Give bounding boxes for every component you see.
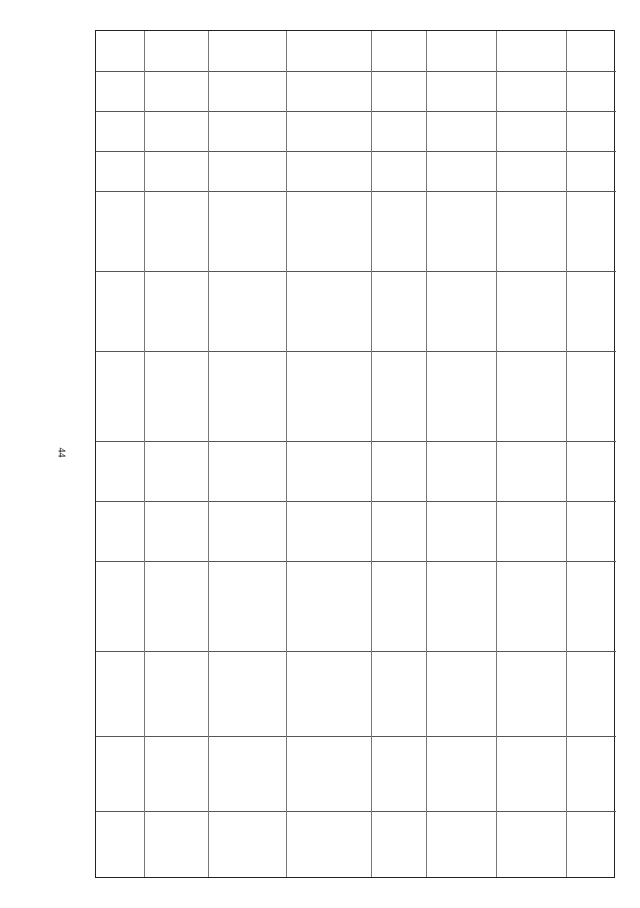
page-number: 44 [55, 447, 67, 458]
table-column [426, 31, 427, 877]
table-row [96, 561, 616, 562]
table-row [96, 501, 616, 502]
table-row [96, 441, 616, 442]
table-row [96, 736, 616, 737]
table-column [496, 31, 497, 877]
table-row [96, 651, 616, 652]
table-row [96, 151, 616, 152]
table-row [96, 811, 616, 812]
table-column [208, 31, 209, 877]
table-row [96, 111, 616, 112]
table-row [96, 191, 616, 192]
table-column [566, 31, 567, 877]
table-column [144, 31, 145, 877]
table-row [96, 71, 616, 72]
indicator-table [95, 30, 615, 878]
table-row [96, 351, 616, 352]
table-column [286, 31, 287, 877]
table-row [96, 271, 616, 272]
table-column [371, 31, 372, 877]
